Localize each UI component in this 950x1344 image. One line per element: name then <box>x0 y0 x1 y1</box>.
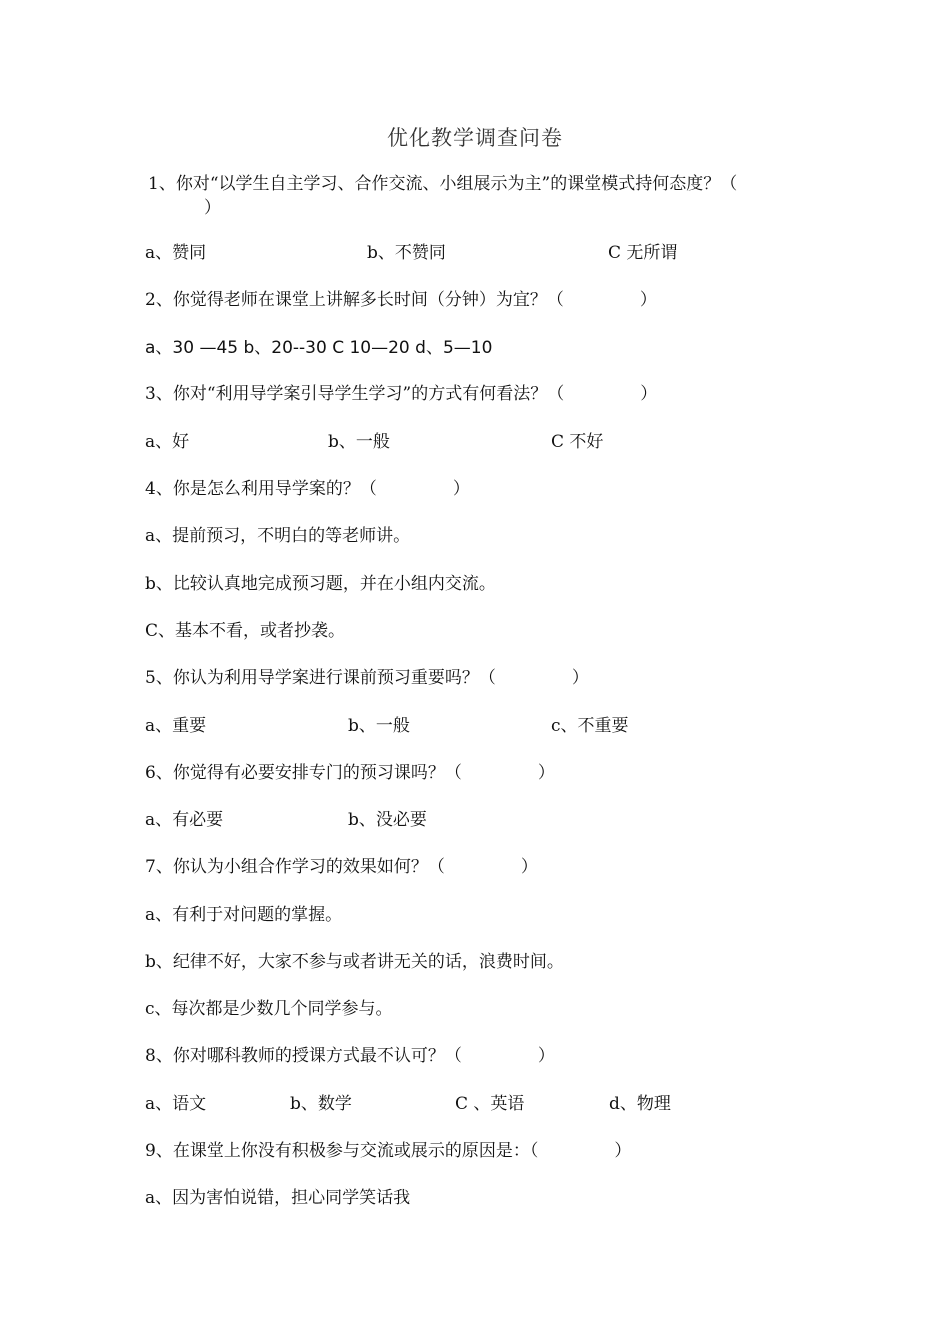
option-b: b、一般 <box>328 432 390 452</box>
option-b: b、没必要 <box>348 810 427 830</box>
question-2-text: 2、你觉得老师在课堂上讲解多长时间（分钟）为宜？（ <box>145 290 564 310</box>
question-8-close: ） <box>537 1046 555 1066</box>
question-1-close: ） <box>204 198 221 218</box>
question-4-text: 4、你是怎么利用导学案的？（ <box>145 479 377 499</box>
question-7-option-a: a、有利于对问题的掌握。 <box>145 905 343 925</box>
question-8-text: 8、你对哪科教师的授课方式最不认可？（ <box>145 1046 462 1066</box>
option-c: c、不重要 <box>551 716 629 736</box>
question-4-option-a: a、提前预习，不明白的等老师讲。 <box>145 526 411 546</box>
question-5-close: ） <box>571 668 589 688</box>
question-7-option-c: c、每次都是少数几个同学参与。 <box>145 999 393 1019</box>
question-6-close: ） <box>537 763 555 783</box>
option-b: b、数学 <box>290 1094 352 1114</box>
question-9 <box>145 1139 631 1163</box>
option-a: a、重要 <box>145 716 207 736</box>
question-7-text: 7、你认为小组合作学习的效果如何？（ <box>145 857 445 877</box>
question-9-close: ） <box>614 1141 632 1161</box>
option-b: b、一般 <box>348 716 410 736</box>
option-c: C 无所谓 <box>608 243 678 263</box>
option-b: b、不赞同 <box>367 243 446 263</box>
question-2-options: a、30 —45 b、20--30 C 10—20 d、5—10 <box>145 338 493 358</box>
question-3-text: 3、你对“利用导学案引导学生学习”的方式有何看法？（ <box>145 384 565 404</box>
option-a: a、有必要 <box>145 810 224 830</box>
question-4-option-c: C、基本不看，或者抄袭。 <box>145 621 346 641</box>
question-5 <box>145 666 589 690</box>
question-3-close: ） <box>640 384 658 404</box>
question-6-text: 6、你觉得有必要安排专门的预习课吗？（ <box>145 763 462 783</box>
question-4-option-b: b、比较认真地完成预习题，并在小组内交流。 <box>145 574 496 594</box>
option-a: a、语文 <box>145 1094 207 1114</box>
question-9-option-a: a、因为害怕说错，担心同学笑话我 <box>145 1188 411 1208</box>
question-6 <box>145 761 555 785</box>
question-8 <box>145 1044 555 1068</box>
question-9-text: 9、在课堂上你没有积极参与交流或展示的原因是：（ <box>145 1141 539 1161</box>
question-1-text: 1、你对“以学生自主学习、合作交流、小组展示为主”的课堂模式持何态度？（ <box>148 174 738 194</box>
page-title: 优化教学调查问卷 <box>387 126 563 150</box>
option-a: a、赞同 <box>145 243 207 263</box>
question-7-option-b: b、纪律不好，大家不参与或者讲无关的话，浪费时间。 <box>145 952 564 972</box>
question-7-close: ） <box>520 857 538 877</box>
option-c: C 、英语 <box>455 1094 525 1114</box>
question-7 <box>145 855 538 879</box>
question-5-text: 5、你认为利用导学案进行课前预习重要吗？（ <box>145 668 496 688</box>
option-c: C 不好 <box>551 432 604 452</box>
question-4-close: ） <box>452 479 470 499</box>
option-a: a、好 <box>145 432 190 452</box>
question-3 <box>145 382 657 406</box>
question-2-close: ） <box>639 290 657 310</box>
question-1 <box>148 172 808 220</box>
question-4 <box>145 477 470 501</box>
question-2 <box>145 288 657 312</box>
option-d: d、物理 <box>609 1094 671 1114</box>
